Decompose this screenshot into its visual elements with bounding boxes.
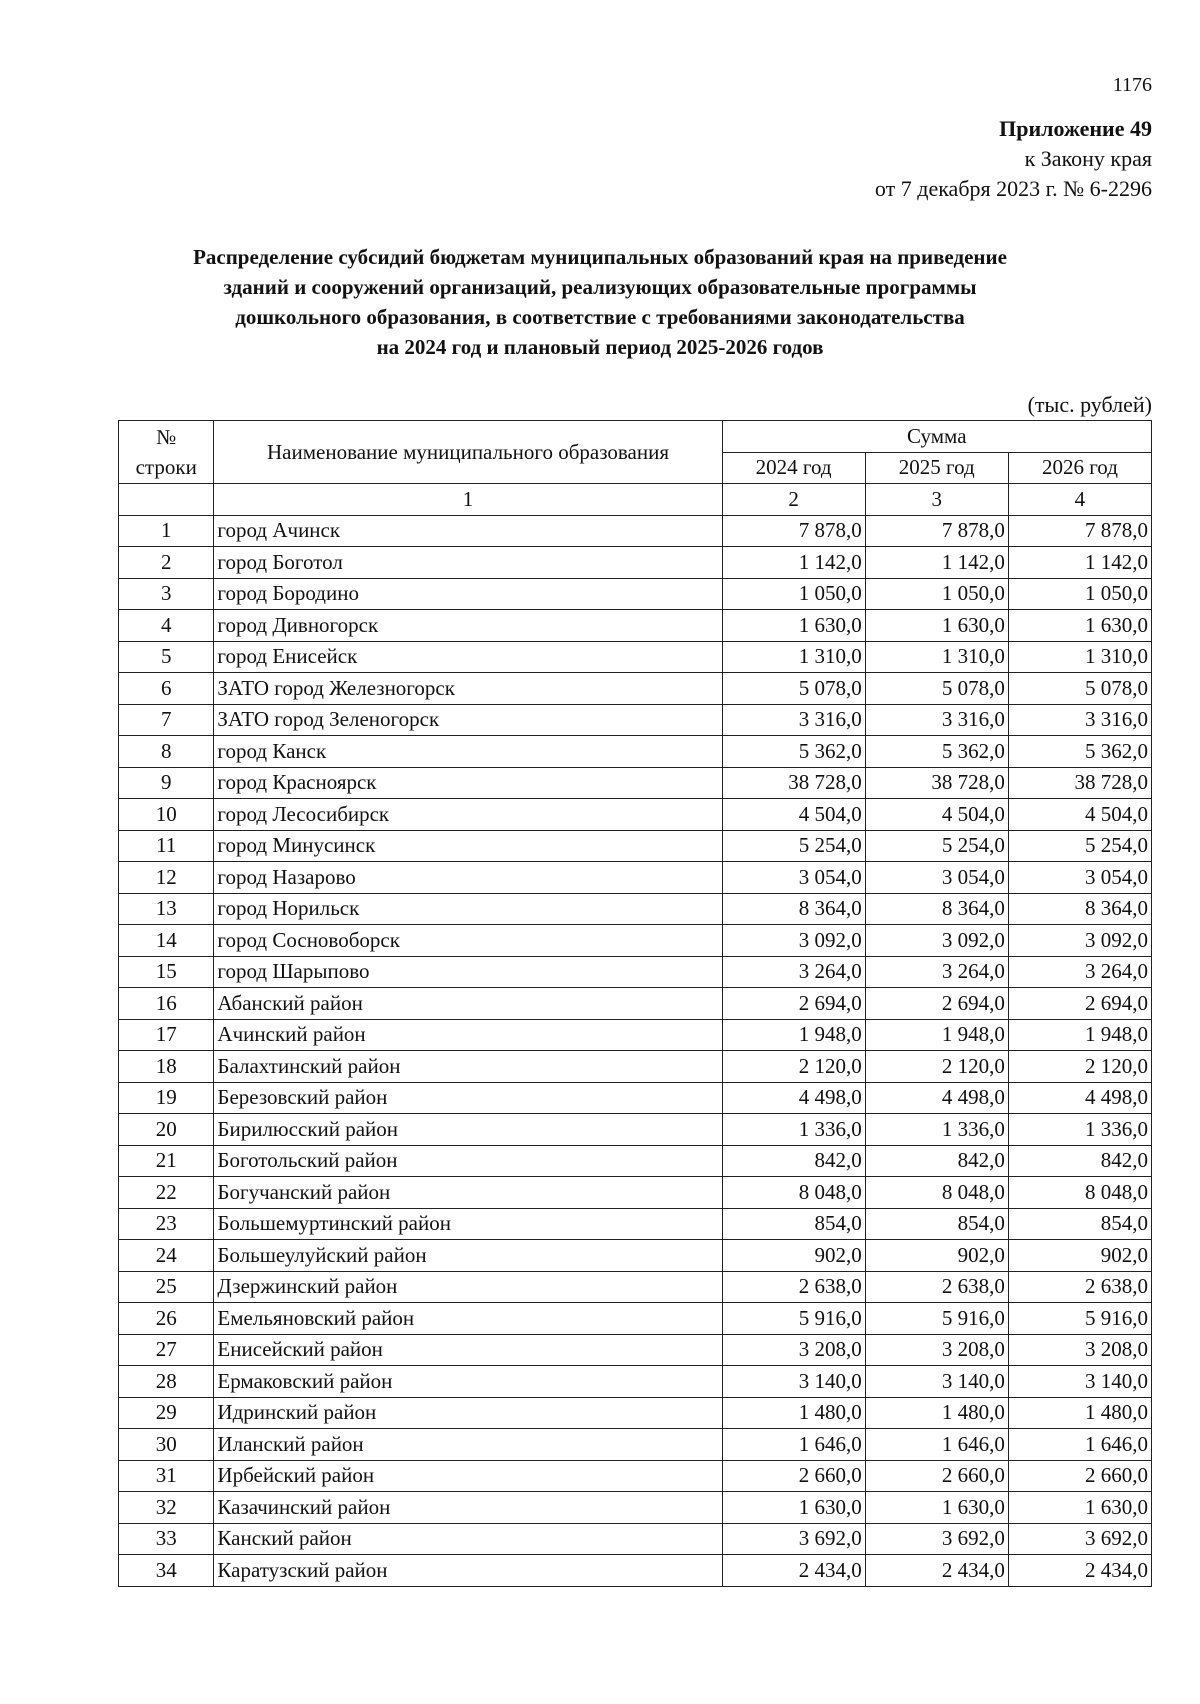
amount-2024: 3 140,0 — [722, 1366, 865, 1398]
municipality-name: город Бородино — [214, 578, 722, 610]
municipality-name: Абанский район — [214, 988, 722, 1020]
table-row — [119, 1303, 1152, 1335]
page-number: 1176 — [1112, 74, 1152, 96]
amount-2024: 4 504,0 — [722, 799, 865, 831]
title-line: зданий и сооружений организаций, реализующих образовательные программы — [223, 275, 977, 299]
table-row — [119, 1523, 1152, 1555]
amount-2025: 3 208,0 — [865, 1334, 1008, 1366]
header-row-number — [119, 421, 214, 484]
amount-2026: 3 092,0 — [1008, 925, 1151, 957]
row-number: 33 — [119, 1523, 214, 1555]
table-row — [119, 988, 1152, 1020]
row-number: 16 — [119, 988, 214, 1020]
table-row — [119, 1082, 1152, 1114]
amount-2024: 7 878,0 — [722, 515, 865, 547]
amount-2026: 5 078,0 — [1008, 673, 1151, 705]
row-number: 21 — [119, 1145, 214, 1177]
amount-2024: 2 638,0 — [722, 1271, 865, 1303]
column-index: 2 — [722, 484, 865, 516]
amount-2024: 5 254,0 — [722, 830, 865, 862]
amount-2026: 842,0 — [1008, 1145, 1151, 1177]
amount-2025: 5 362,0 — [865, 736, 1008, 768]
amount-2025: 854,0 — [865, 1208, 1008, 1240]
municipality-name: город Канск — [214, 736, 722, 768]
amount-2025: 2 638,0 — [865, 1271, 1008, 1303]
table-row — [119, 799, 1152, 831]
municipality-name: ЗАТО город Зеленогорск — [214, 704, 722, 736]
amount-2025: 3 054,0 — [865, 862, 1008, 894]
table-row — [119, 1492, 1152, 1524]
row-number: 8 — [119, 736, 214, 768]
amount-2024: 3 692,0 — [722, 1523, 865, 1555]
amount-2024: 8 364,0 — [722, 893, 865, 925]
amount-2026: 5 916,0 — [1008, 1303, 1151, 1335]
amount-2026: 3 692,0 — [1008, 1523, 1151, 1555]
amount-2026: 4 498,0 — [1008, 1082, 1151, 1114]
column-index: 4 — [1008, 484, 1151, 516]
municipality-name: Каратузский район — [214, 1555, 722, 1587]
amount-2024: 1 336,0 — [722, 1114, 865, 1146]
amount-2026: 5 362,0 — [1008, 736, 1151, 768]
row-number: 20 — [119, 1114, 214, 1146]
municipality-name: Ермаковский район — [214, 1366, 722, 1398]
table-row — [119, 515, 1152, 547]
header-num-symbol: № — [156, 425, 177, 449]
amount-2025: 8 048,0 — [865, 1177, 1008, 1209]
amount-2025: 7 878,0 — [865, 515, 1008, 547]
amount-2024: 1 050,0 — [722, 578, 865, 610]
municipality-name: ЗАТО город Железногорск — [214, 673, 722, 705]
municipality-name: Бирилюсский район — [214, 1114, 722, 1146]
amount-2026: 902,0 — [1008, 1240, 1151, 1272]
amount-2026: 8 364,0 — [1008, 893, 1151, 925]
amount-2026: 1 630,0 — [1008, 610, 1151, 642]
header-sum: Сумма — [722, 421, 1151, 453]
table-row — [119, 956, 1152, 988]
table-row — [119, 1397, 1152, 1429]
amount-2024: 1 142,0 — [722, 547, 865, 579]
amount-2025: 1 948,0 — [865, 1019, 1008, 1051]
municipality-name: город Минусинск — [214, 830, 722, 862]
amount-2026: 1 050,0 — [1008, 578, 1151, 610]
table-header-row — [119, 421, 1152, 453]
row-number: 34 — [119, 1555, 214, 1587]
amount-2026: 7 878,0 — [1008, 515, 1151, 547]
table-row — [119, 1366, 1152, 1398]
table-row — [119, 704, 1152, 736]
annex-law-reference: к Закону края — [1024, 146, 1152, 171]
amount-2026: 5 254,0 — [1008, 830, 1151, 862]
amount-2026: 1 646,0 — [1008, 1429, 1151, 1461]
amount-2024: 38 728,0 — [722, 767, 865, 799]
document-title — [100, 242, 1100, 362]
row-number: 29 — [119, 1397, 214, 1429]
table-row — [119, 1429, 1152, 1461]
amount-2025: 2 660,0 — [865, 1460, 1008, 1492]
table-row — [119, 1208, 1152, 1240]
annex-law-date: от 7 декабря 2023 г. № 6-2296 — [874, 176, 1152, 201]
amount-2025: 5 078,0 — [865, 673, 1008, 705]
table-row — [119, 547, 1152, 579]
amount-2024: 2 434,0 — [722, 1555, 865, 1587]
table-row — [119, 736, 1152, 768]
header-year-2025: 2025 год — [865, 452, 1008, 484]
amount-2024: 3 092,0 — [722, 925, 865, 957]
amount-2026: 1 336,0 — [1008, 1114, 1151, 1146]
amount-2026: 3 264,0 — [1008, 956, 1151, 988]
unit-label: (тыс. рублей) — [1027, 392, 1152, 417]
row-number: 5 — [119, 641, 214, 673]
amount-2026: 3 140,0 — [1008, 1366, 1151, 1398]
table-row — [119, 1334, 1152, 1366]
amount-2025: 1 310,0 — [865, 641, 1008, 673]
municipality-name: город Красноярск — [214, 767, 722, 799]
amount-2025: 3 316,0 — [865, 704, 1008, 736]
amount-2024: 3 054,0 — [722, 862, 865, 894]
amount-2024: 3 208,0 — [722, 1334, 865, 1366]
municipality-name: Иланский район — [214, 1429, 722, 1461]
municipality-name: город Шарыпово — [214, 956, 722, 988]
row-number: 24 — [119, 1240, 214, 1272]
amount-2025: 842,0 — [865, 1145, 1008, 1177]
amount-2026: 3 208,0 — [1008, 1334, 1151, 1366]
amount-2026: 1 480,0 — [1008, 1397, 1151, 1429]
row-number: 10 — [119, 799, 214, 831]
amount-2025: 2 694,0 — [865, 988, 1008, 1020]
table-row — [119, 641, 1152, 673]
amount-2025: 2 120,0 — [865, 1051, 1008, 1083]
column-index — [119, 484, 214, 516]
amount-2025: 1 630,0 — [865, 610, 1008, 642]
amount-2025: 3 264,0 — [865, 956, 1008, 988]
municipality-name: город Енисейск — [214, 641, 722, 673]
row-number: 4 — [119, 610, 214, 642]
row-number: 15 — [119, 956, 214, 988]
municipality-name: Большемуртинский район — [214, 1208, 722, 1240]
amount-2024: 5 916,0 — [722, 1303, 865, 1335]
amount-2025: 1 142,0 — [865, 547, 1008, 579]
amount-2025: 5 254,0 — [865, 830, 1008, 862]
amount-2025: 1 646,0 — [865, 1429, 1008, 1461]
table-row — [119, 1460, 1152, 1492]
amount-2025: 3 092,0 — [865, 925, 1008, 957]
table-row — [119, 1051, 1152, 1083]
amount-2025: 1 336,0 — [865, 1114, 1008, 1146]
table-row — [119, 830, 1152, 862]
row-number: 14 — [119, 925, 214, 957]
column-index: 3 — [865, 484, 1008, 516]
amount-2024: 2 694,0 — [722, 988, 865, 1020]
municipality-name: город Норильск — [214, 893, 722, 925]
amount-2026: 2 638,0 — [1008, 1271, 1151, 1303]
amount-2024: 902,0 — [722, 1240, 865, 1272]
amount-2025: 1 050,0 — [865, 578, 1008, 610]
amount-2025: 2 434,0 — [865, 1555, 1008, 1587]
amount-2026: 2 660,0 — [1008, 1460, 1151, 1492]
amount-2025: 1 480,0 — [865, 1397, 1008, 1429]
table-row — [119, 578, 1152, 610]
header-year-2026: 2026 год — [1008, 452, 1151, 484]
subsidy-table — [118, 420, 1152, 1587]
amount-2024: 5 362,0 — [722, 736, 865, 768]
municipality-name: Енисейский район — [214, 1334, 722, 1366]
table-row — [119, 767, 1152, 799]
table-row — [119, 893, 1152, 925]
title-line: Распределение субсидий бюджетам муниципальных образований края на приведение — [193, 245, 1007, 269]
row-number: 30 — [119, 1429, 214, 1461]
municipality-name: город Дивногорск — [214, 610, 722, 642]
row-number: 27 — [119, 1334, 214, 1366]
amount-2025: 3 140,0 — [865, 1366, 1008, 1398]
table-row — [119, 673, 1152, 705]
amount-2025: 902,0 — [865, 1240, 1008, 1272]
amount-2026: 1 142,0 — [1008, 547, 1151, 579]
header-year-2024: 2024 год — [722, 452, 865, 484]
row-number: 13 — [119, 893, 214, 925]
amount-2026: 1 630,0 — [1008, 1492, 1151, 1524]
amount-2026: 2 694,0 — [1008, 988, 1151, 1020]
amount-2024: 8 048,0 — [722, 1177, 865, 1209]
row-number: 1 — [119, 515, 214, 547]
row-number: 11 — [119, 830, 214, 862]
municipality-name: Емельяновский район — [214, 1303, 722, 1335]
amount-2024: 3 264,0 — [722, 956, 865, 988]
amount-2024: 842,0 — [722, 1145, 865, 1177]
column-index: 1 — [214, 484, 722, 516]
row-number: 23 — [119, 1208, 214, 1240]
table-body — [119, 515, 1152, 1586]
municipality-name: Ирбейский район — [214, 1460, 722, 1492]
header-municipality-name: Наименование муниципального образования — [214, 421, 722, 484]
table-row — [119, 1145, 1152, 1177]
annex-block — [875, 114, 1152, 204]
amount-2024: 5 078,0 — [722, 673, 865, 705]
table-row — [119, 1177, 1152, 1209]
amount-2024: 3 316,0 — [722, 704, 865, 736]
table-row — [119, 610, 1152, 642]
row-number: 19 — [119, 1082, 214, 1114]
row-number: 17 — [119, 1019, 214, 1051]
annex-title: Приложение 49 — [999, 116, 1152, 141]
municipality-name: город Сосновоборск — [214, 925, 722, 957]
row-number: 2 — [119, 547, 214, 579]
municipality-name: Березовский район — [214, 1082, 722, 1114]
row-number: 7 — [119, 704, 214, 736]
municipality-name: Богучанский район — [214, 1177, 722, 1209]
table-row — [119, 1019, 1152, 1051]
amount-2025: 8 364,0 — [865, 893, 1008, 925]
row-number: 18 — [119, 1051, 214, 1083]
row-number: 22 — [119, 1177, 214, 1209]
table-row — [119, 1271, 1152, 1303]
row-number: 25 — [119, 1271, 214, 1303]
amount-2026: 4 504,0 — [1008, 799, 1151, 831]
municipality-name: Казачинский район — [214, 1492, 722, 1524]
municipality-name: город Назарово — [214, 862, 722, 894]
table-row — [119, 1114, 1152, 1146]
municipality-name: Большеулуйский район — [214, 1240, 722, 1272]
table-row — [119, 1240, 1152, 1272]
row-number: 32 — [119, 1492, 214, 1524]
amount-2024: 1 630,0 — [722, 1492, 865, 1524]
row-number: 3 — [119, 578, 214, 610]
title-line: на 2024 год и плановый период 2025-2026 годов — [376, 335, 824, 359]
amount-2026: 2 120,0 — [1008, 1051, 1151, 1083]
amount-2026: 8 048,0 — [1008, 1177, 1151, 1209]
row-number: 28 — [119, 1366, 214, 1398]
municipality-name: город Ачинск — [214, 515, 722, 547]
row-number: 9 — [119, 767, 214, 799]
header-num-label: строки — [135, 455, 197, 479]
row-number: 31 — [119, 1460, 214, 1492]
amount-2025: 4 498,0 — [865, 1082, 1008, 1114]
row-number: 6 — [119, 673, 214, 705]
amount-2024: 1 630,0 — [722, 610, 865, 642]
amount-2026: 1 948,0 — [1008, 1019, 1151, 1051]
amount-2024: 1 948,0 — [722, 1019, 865, 1051]
amount-2024: 1 480,0 — [722, 1397, 865, 1429]
amount-2024: 2 660,0 — [722, 1460, 865, 1492]
municipality-name: Боготольский район — [214, 1145, 722, 1177]
municipality-name: Балахтинский район — [214, 1051, 722, 1083]
amount-2025: 5 916,0 — [865, 1303, 1008, 1335]
amount-2024: 2 120,0 — [722, 1051, 865, 1083]
municipality-name: Канский район — [214, 1523, 722, 1555]
municipality-name: город Боготол — [214, 547, 722, 579]
amount-2024: 1 310,0 — [722, 641, 865, 673]
row-number: 12 — [119, 862, 214, 894]
amount-2026: 1 310,0 — [1008, 641, 1151, 673]
amount-2025: 1 630,0 — [865, 1492, 1008, 1524]
column-index-row — [119, 484, 1152, 516]
amount-2025: 4 504,0 — [865, 799, 1008, 831]
amount-2026: 3 054,0 — [1008, 862, 1151, 894]
amount-2025: 3 692,0 — [865, 1523, 1008, 1555]
amount-2026: 2 434,0 — [1008, 1555, 1151, 1587]
municipality-name: Идринский район — [214, 1397, 722, 1429]
amount-2026: 3 316,0 — [1008, 704, 1151, 736]
amount-2024: 1 646,0 — [722, 1429, 865, 1461]
row-number: 26 — [119, 1303, 214, 1335]
amount-2025: 38 728,0 — [865, 767, 1008, 799]
title-line: дошкольного образования, в соответствие с требованиями законодательства — [235, 305, 965, 329]
amount-2026: 854,0 — [1008, 1208, 1151, 1240]
amount-2024: 4 498,0 — [722, 1082, 865, 1114]
municipality-name: город Лесосибирск — [214, 799, 722, 831]
table-row — [119, 925, 1152, 957]
municipality-name: Ачинский район — [214, 1019, 722, 1051]
municipality-name: Дзержинский район — [214, 1271, 722, 1303]
amount-2026: 38 728,0 — [1008, 767, 1151, 799]
table-row — [119, 862, 1152, 894]
amount-2024: 854,0 — [722, 1208, 865, 1240]
table-row — [119, 1555, 1152, 1587]
